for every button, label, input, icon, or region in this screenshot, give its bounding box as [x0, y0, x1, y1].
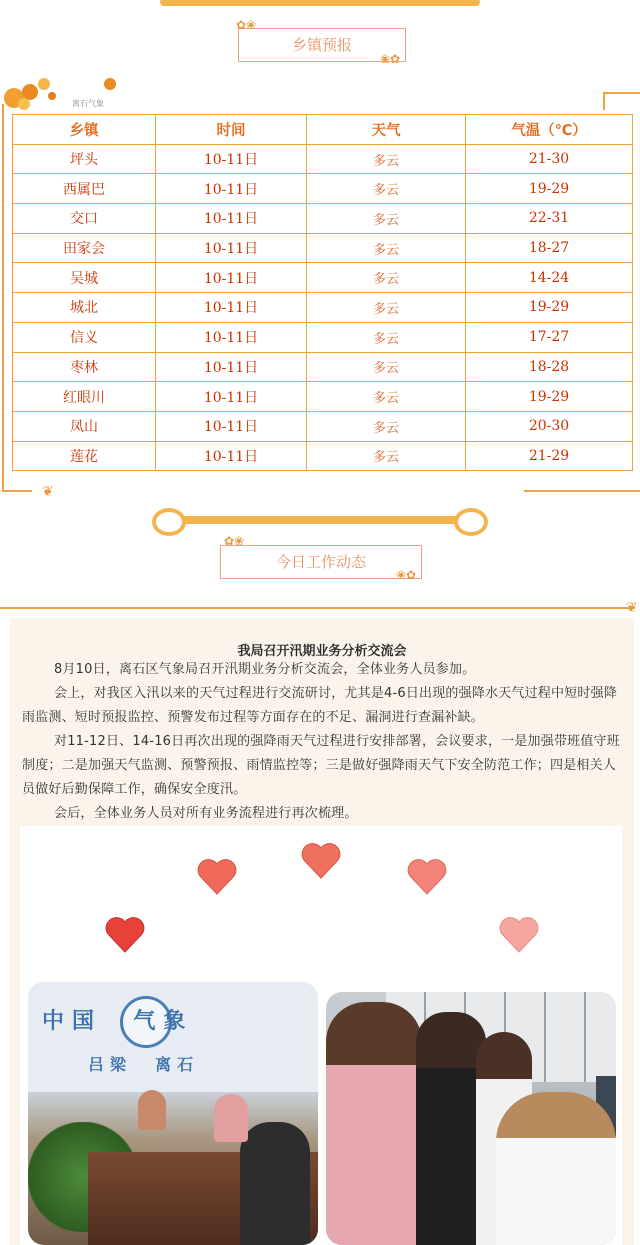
- cell-date: 10-11日: [156, 411, 307, 441]
- person-figure: [240, 1122, 310, 1245]
- photo-collage: [20, 826, 622, 1245]
- table-row: [13, 293, 633, 323]
- cell-temp: 22-31: [466, 204, 633, 234]
- leaf-icon: ❀✿: [396, 568, 417, 582]
- section-divider: [0, 607, 632, 609]
- frame-line-right: [603, 92, 605, 110]
- cell-temp: 21-29: [466, 441, 633, 471]
- leaf-icon: ✿❀: [236, 18, 257, 32]
- heart-icon: [300, 842, 342, 880]
- cell-date: 10-11日: [156, 322, 307, 352]
- cell-weather: 多云: [307, 174, 466, 204]
- cell-town: 吴城: [13, 263, 156, 293]
- cell-town: 田家会: [13, 233, 156, 263]
- cell-temp: 19-29: [466, 382, 633, 412]
- cell-temp: 14-24: [466, 263, 633, 293]
- article-paragraph: 会后，全体业务人员对所有业务流程进行再次梳理。: [54, 806, 358, 821]
- cell-date: 10-11日: [156, 382, 307, 412]
- cell-date: 10-11日: [156, 263, 307, 293]
- frame-line-bottom-left: [2, 490, 32, 492]
- maple-leaf-icon: ❦: [626, 600, 638, 616]
- sign-line-2: 吕梁 离石: [88, 1055, 200, 1074]
- forecast-section-title: 乡镇预报: [291, 36, 352, 54]
- column-header-town: 乡镇: [13, 115, 156, 145]
- frame-line-bottom-right: [524, 490, 640, 492]
- table-row: [13, 233, 633, 263]
- heart-icon: [196, 858, 238, 896]
- cell-town: 红眼川: [13, 382, 156, 412]
- cell-date: 10-11日: [156, 293, 307, 323]
- cell-date: 10-11日: [156, 144, 307, 174]
- article-paragraph: 对11-12日、14-16日再次出现的强降雨天气过程进行安排部署，会议要求，一是加强带班值守班制度；二是加强天气监测、预警预报、雨情监控等；三是做好强降雨天气下安全防范工作；四是相关人员做好后勤保障工作，确保安全度汛。: [22, 734, 620, 797]
- article-title: 我局召开汛期业务分析交流会: [237, 644, 407, 659]
- leaf-icon: ❀✿: [380, 52, 401, 66]
- cell-weather: 多云: [307, 263, 466, 293]
- article-card: [10, 618, 634, 1245]
- table-row: [13, 144, 633, 174]
- cell-weather: 多云: [307, 382, 466, 412]
- heart-icon: [498, 916, 540, 954]
- cell-town: 交口: [13, 204, 156, 234]
- wall-sign: [28, 982, 318, 1092]
- person-figure: [138, 1090, 166, 1130]
- table-row: [13, 382, 633, 412]
- person-figure: [214, 1094, 248, 1142]
- table-row: [13, 204, 633, 234]
- middle-scroll-ornament: [152, 508, 488, 532]
- table-header-row: [13, 115, 633, 145]
- cell-temp: 19-29: [466, 174, 633, 204]
- table-row: [13, 322, 633, 352]
- cell-date: 10-11日: [156, 441, 307, 471]
- cell-weather: 多云: [307, 233, 466, 263]
- table-row: [13, 174, 633, 204]
- forecast-table: [12, 114, 633, 471]
- meeting-photo-left: [28, 982, 318, 1245]
- table-row: [13, 411, 633, 441]
- work-section-label: [220, 545, 422, 579]
- cell-town: 凤山: [13, 411, 156, 441]
- watermark-text: 离石气象: [72, 99, 104, 108]
- heart-icon: [104, 916, 146, 954]
- cell-temp: 19-29: [466, 293, 633, 323]
- work-section-title: 今日工作动态: [275, 553, 366, 571]
- cell-weather: 多云: [307, 204, 466, 234]
- frame-line-top-right: [604, 92, 640, 94]
- table-row: [13, 352, 633, 382]
- watermark-logo: [72, 98, 104, 109]
- cell-temp: 17-27: [466, 322, 633, 352]
- sign-line-1: 中国 气象: [42, 1009, 194, 1034]
- cell-weather: 多云: [307, 144, 466, 174]
- table-row: [13, 263, 633, 293]
- cell-weather: 多云: [307, 441, 466, 471]
- cell-temp: 18-28: [466, 352, 633, 382]
- cell-date: 10-11日: [156, 204, 307, 234]
- cell-date: 10-11日: [156, 233, 307, 263]
- cell-temp: 21-30: [466, 144, 633, 174]
- article-paragraph: 会上，对我区入汛以来的天气过程进行交流研讨，尤其是4-6日出现的强降水天气过程中短时强降雨监测、短时预报监控、预警发布过程等方面存在的不足、漏洞进行查漏补缺。: [22, 686, 618, 725]
- article-paragraph: 8月10日，离石区气象局召开汛期业务分析交流会，全体业务人员参加。: [54, 662, 476, 677]
- cell-town: 信义: [13, 322, 156, 352]
- column-header-weather: 天气: [307, 115, 466, 145]
- meeting-photo-right: [326, 992, 616, 1245]
- cell-town: 城北: [13, 293, 156, 323]
- cell-date: 10-11日: [156, 352, 307, 382]
- person-figure: [496, 1092, 616, 1245]
- cell-town: 坪头: [13, 144, 156, 174]
- maple-leaf-icon: ❦: [42, 484, 54, 500]
- table-row: [13, 441, 633, 471]
- top-scroll-ornament: [150, 0, 490, 10]
- frame-line-left: [2, 104, 4, 492]
- cell-town: 莲花: [13, 441, 156, 471]
- cell-temp: 18-27: [466, 233, 633, 263]
- cell-weather: 多云: [307, 411, 466, 441]
- leaf-icon: ✿❀: [224, 534, 245, 548]
- column-header-date: 时间: [156, 115, 307, 145]
- cell-date: 10-11日: [156, 174, 307, 204]
- maple-leaves-icon: [0, 74, 126, 110]
- heart-icon: [406, 858, 448, 896]
- column-header-temp: 气温（℃）: [466, 115, 633, 145]
- cell-town: 西属巴: [13, 174, 156, 204]
- person-figure: [326, 1002, 422, 1245]
- cell-town: 枣林: [13, 352, 156, 382]
- cell-weather: 多云: [307, 322, 466, 352]
- cell-weather: 多云: [307, 293, 466, 323]
- cell-weather: 多云: [307, 352, 466, 382]
- cell-temp: 20-30: [466, 411, 633, 441]
